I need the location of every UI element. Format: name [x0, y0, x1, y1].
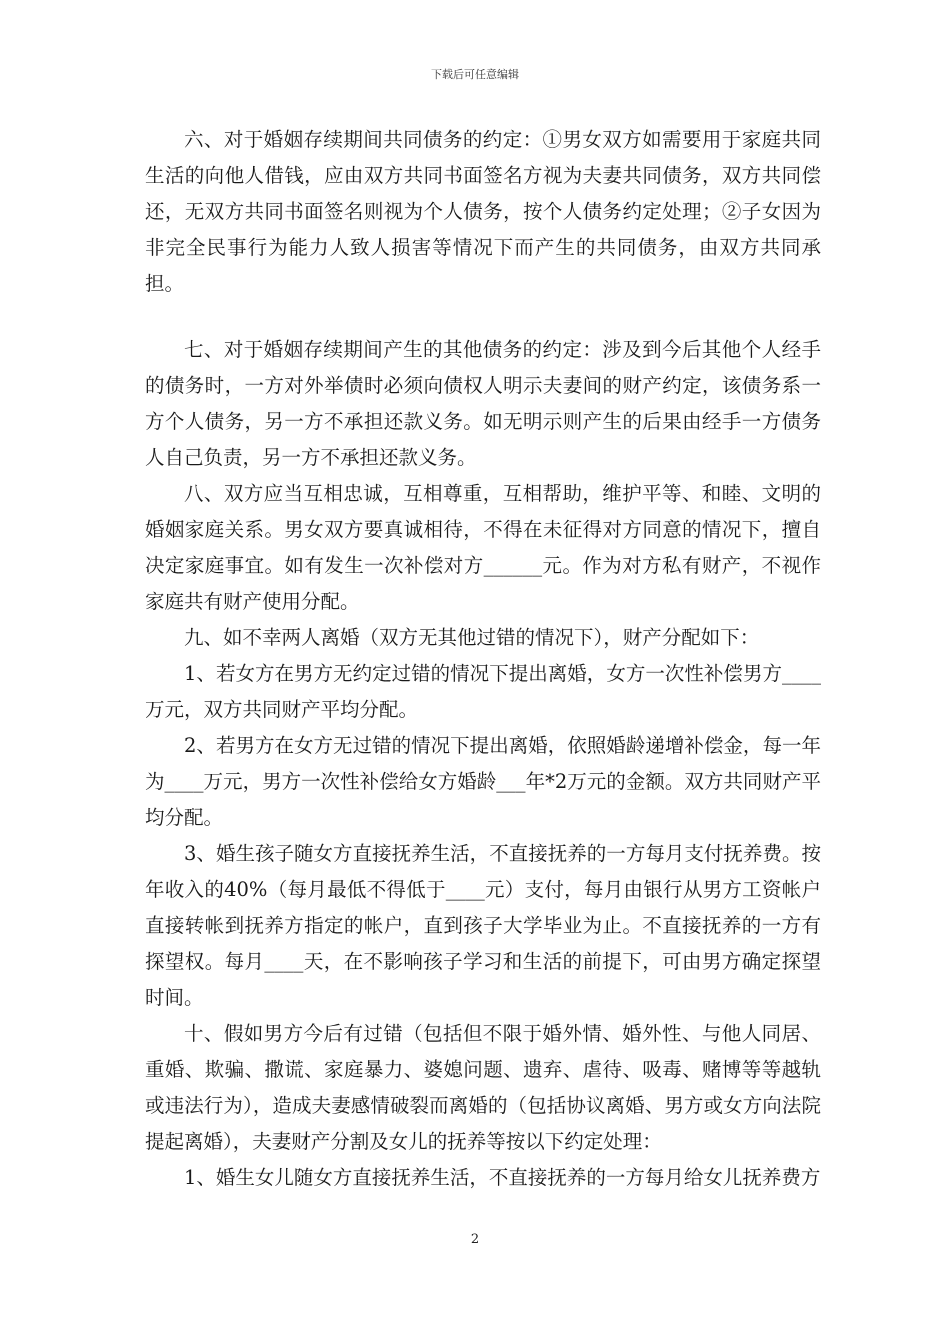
page-number: 2	[470, 1232, 480, 1247]
paragraph-clause-9-item-1: 1、若女方在男方无约定过错的情况下提出离婚，女方一次性补偿男方____万元，双方共同财产平均分配。	[145, 662, 821, 721]
paragraph-clause-6: 六、对于婚姻存续期间共同债务的约定：①男女双方如需要用于家庭共同生活的向他人借钱，应由双方共同书面签名方视为夫妻共同债务，双方共同偿还，无双方共同书面签名则视为个人债务，按个人债务约定处理；②子女因为非完全民事行为能力人致人损害等情况下而产生的共同债务，由双方共同承担。	[145, 128, 821, 295]
paragraph-clause-9-item-3: 3、婚生孩子随女方直接抚养生活，不直接抚养的一方每月支付抚养费。按年收入的40%（每月最低不得低于____元）支付，每月由银行从男方工资帐户直接转帐到抚养方指定的帐户，直到孩子大学毕业为止。不直接抚养的一方有探望权。每月____天，在不影响孩子学习和生活的前提下，可由男方确定探望时间。	[145, 842, 821, 1009]
paragraph-clause-9: 九、如不幸两人离婚（双方无其他过错的情况下），财产分配如下：	[184, 626, 760, 649]
paragraph-clause-7: 七、对于婚姻存续期间产生的其他债务的约定：涉及到今后其他个人经手的债务时，一方对外举债时必须向债权人明示夫妻间的财产约定，该债务系一方个人债务，另一方不承担还款义务。如无明示则产生的后果由经手一方债务人自己负责，另一方不承担还款义务。	[145, 338, 821, 469]
paragraph-clause-8: 八、双方应当互相忠诚，互相尊重，互相帮助，维护平等、和睦、文明的婚姻家庭关系。男女双方要真诚相待，不得在未征得对方同意的情况下，擅自决定家庭事宜。如有发生一次补偿对方______元。作为对方私有财产，不视作家庭共有财产使用分配。	[145, 482, 821, 613]
document-body	[145, 122, 821, 1196]
paragraph-clause-9-item-2: 2、若男方在女方无过错的情况下提出离婚，依照婚龄递增补偿金，每一年为____万元，男方一次性补偿给女方婚龄___年*2万元的金额。双方共同财产平均分配。	[145, 734, 821, 829]
paragraph-clause-10-item-1: 1、婚生女儿随女方直接抚养生活，不直接抚养的一方每月给女儿抚养费方	[184, 1166, 821, 1189]
page-header: 下载后可任意编辑	[431, 68, 519, 81]
paragraph-clause-10: 十、假如男方今后有过错（包括但不限于婚外情、婚外性、与他人同居、重婚、欺骗、撒谎、家庭暴力、婆媳问题、遗弃、虐待、吸毒、赌博等等越轨或违法行为），造成夫妻感情破裂而离婚的（包括协议离婚、男方或女方向法院提起离婚），夫妻财产分割及女儿的抚养等按以下约定处理：	[145, 1022, 821, 1153]
